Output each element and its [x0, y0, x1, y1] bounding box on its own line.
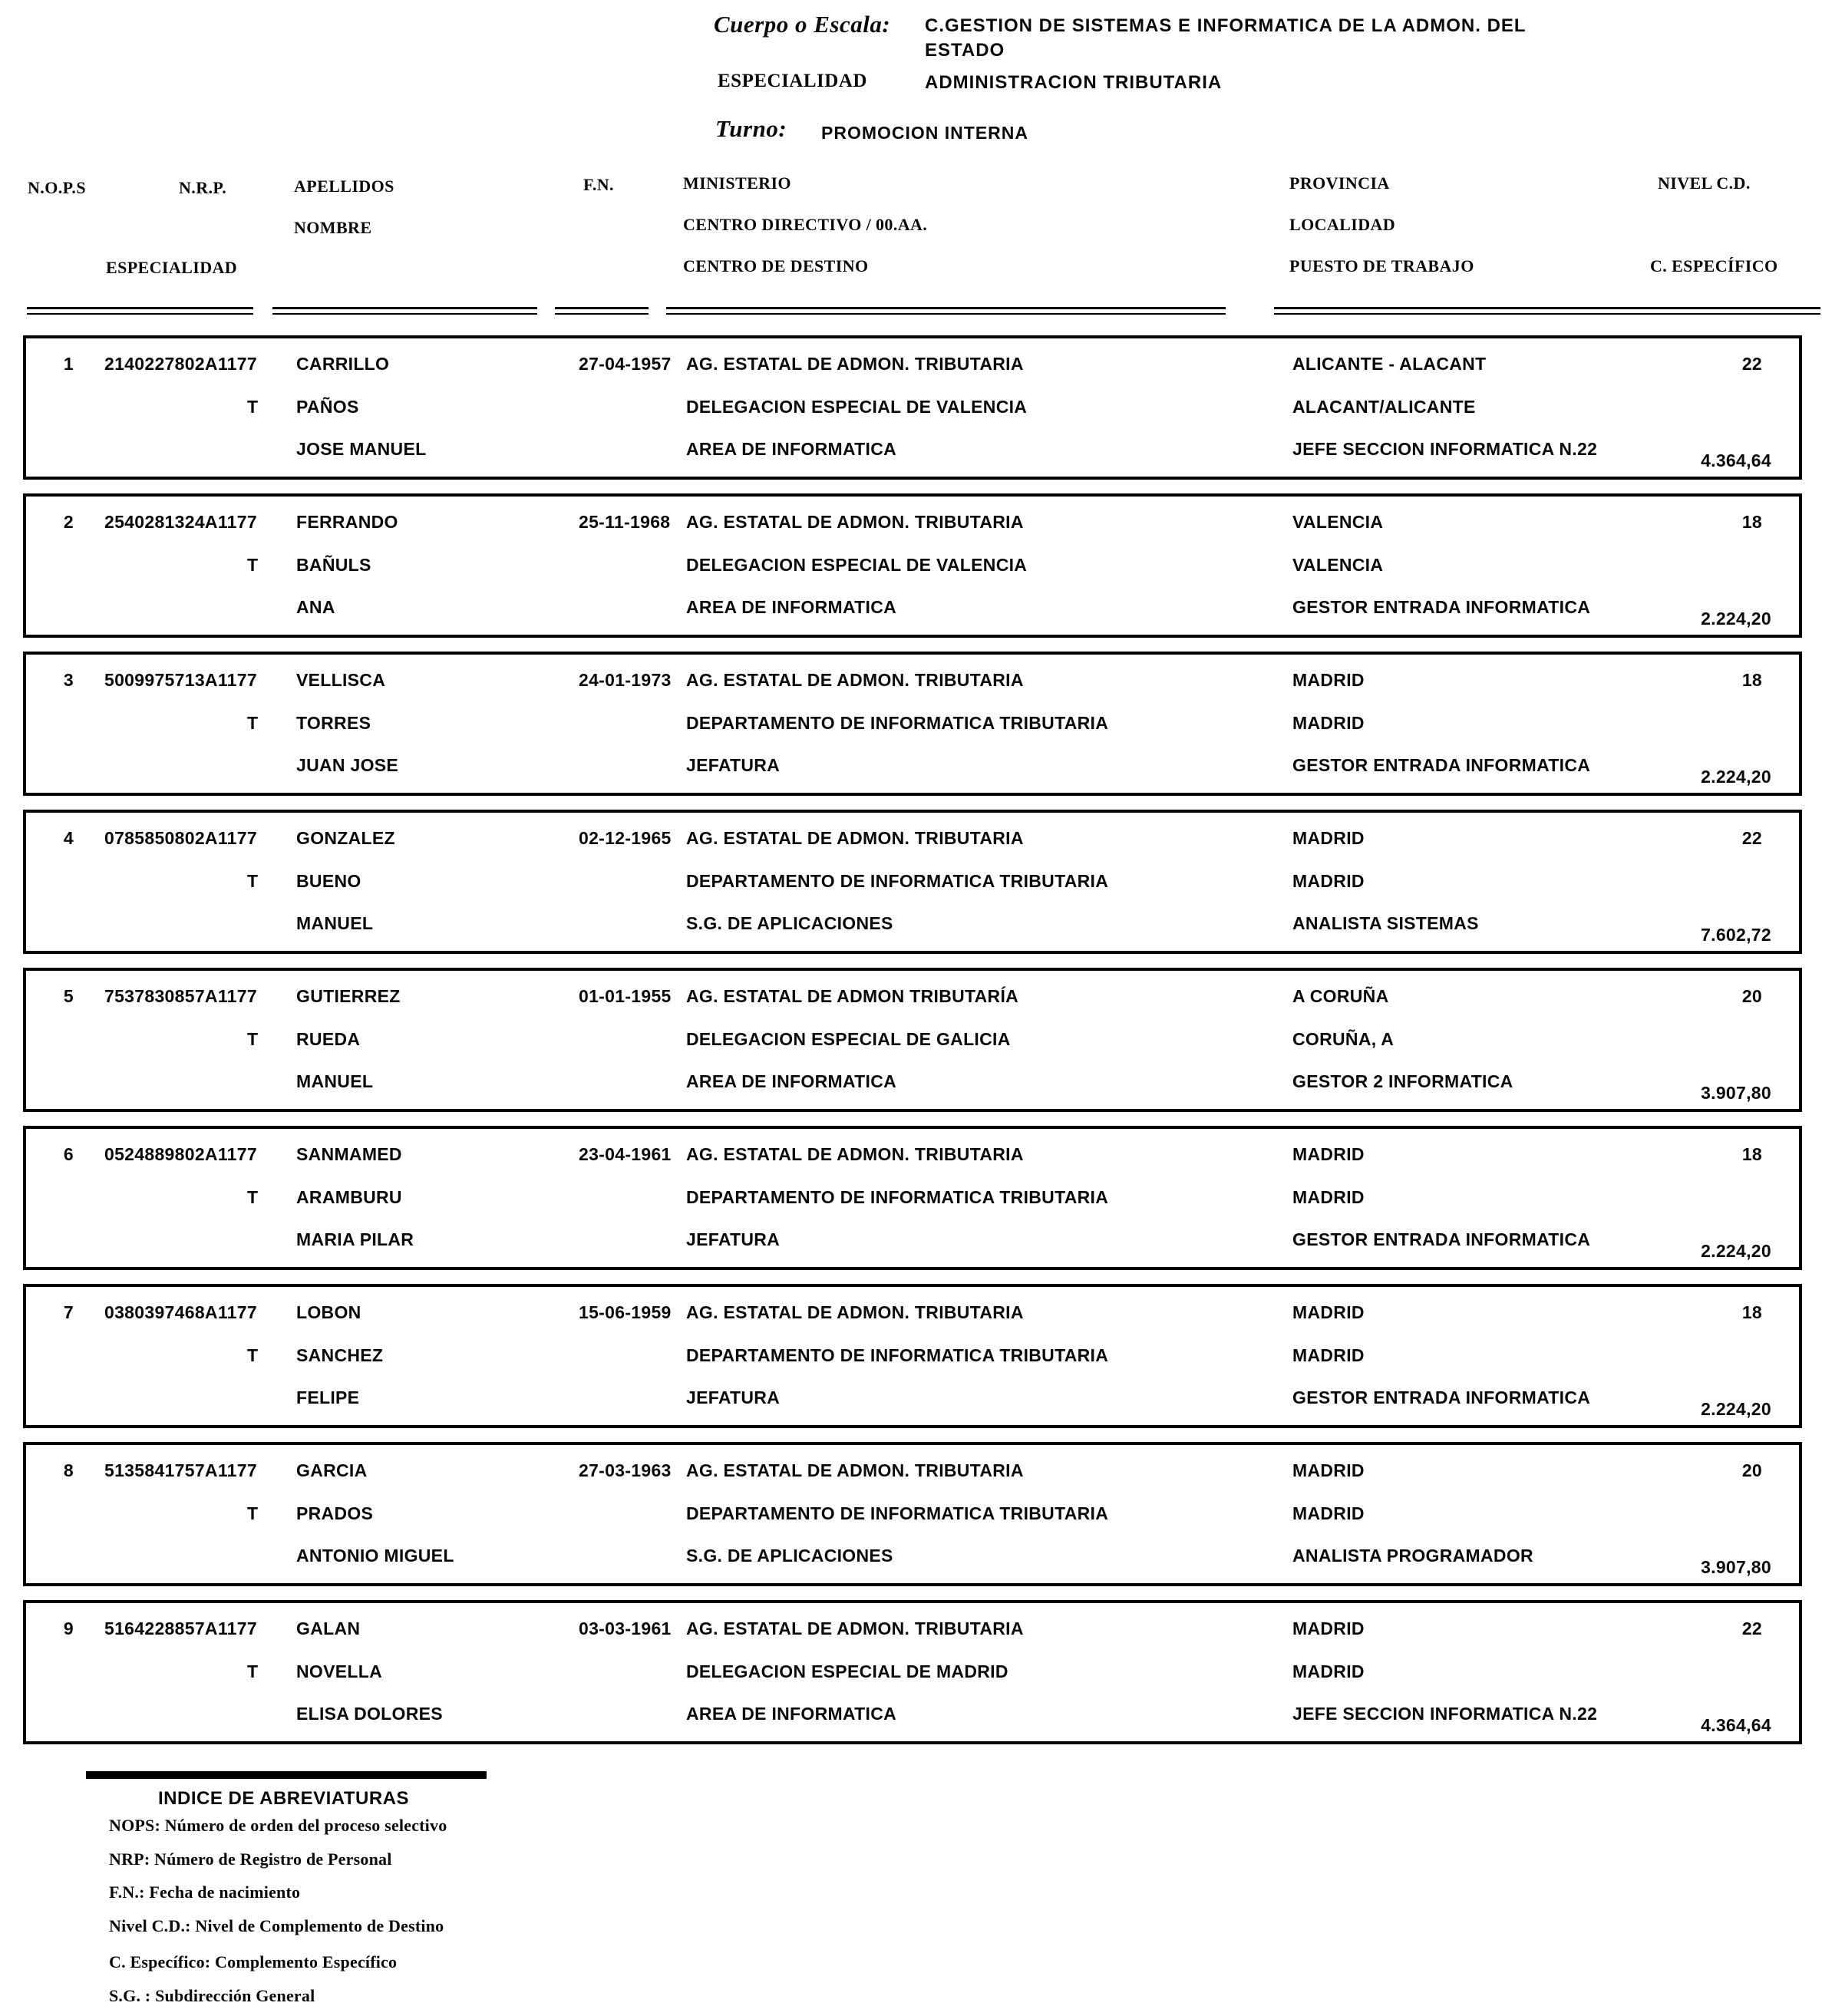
abbreviation-item: C. Específico: Complemento Específico [109, 1952, 398, 1971]
cell-nivel-cd: 22 [1741, 1618, 1762, 1638]
cell-puesto-trabajo: ANALISTA PROGRAMADOR [1292, 1546, 1533, 1566]
turno-label: Turno: [715, 115, 787, 142]
cell-centro-directivo: DEPARTAMENTO DE INFORMATICA TRIBUTARIA [686, 713, 1109, 733]
cell-apellido-2: RUEDA [296, 1029, 361, 1049]
abbreviation-item: S.G. : Subdirección General [109, 1986, 315, 2005]
cell-apellido-1: GUTIERREZ [296, 986, 401, 1006]
cell-ministerio: AG. ESTATAL DE ADMON. TRIBUTARIA [686, 1618, 1024, 1638]
cell-puesto-trabajo: ANALISTA SISTEMAS [1292, 913, 1479, 933]
cell-centro-destino: S.G. DE APLICACIONES [686, 913, 893, 933]
cell-puesto-trabajo: GESTOR ENTRADA INFORMATICA [1292, 597, 1591, 617]
col-nombre: NOMBRE [294, 218, 372, 237]
cell-apellido-1: GONZALEZ [296, 828, 395, 848]
cell-centro-directivo: DELEGACION ESPECIAL DE VALENCIA [686, 555, 1028, 575]
cell-nivel-cd: 20 [1741, 986, 1762, 1006]
header-rule [272, 307, 537, 315]
cell-apellido-2: TORRES [296, 713, 371, 733]
cell-localidad: MADRID [1292, 871, 1365, 891]
cell-localidad: MADRID [1292, 713, 1365, 733]
cell-ministerio: AG. ESTATAL DE ADMON. TRIBUTARIA [686, 828, 1024, 848]
cell-fecha-nacimiento: 03-03-1961 [579, 1618, 672, 1638]
cell-nrp: 7537830857A1177 [104, 986, 257, 1006]
header-rule [27, 307, 253, 315]
table-row [23, 1442, 1802, 1586]
cell-nrp: 0524889802A1177 [104, 1144, 257, 1164]
turno-value: PROMOCION INTERNA [821, 123, 1028, 143]
cell-apellido-1: SANMAMED [296, 1144, 402, 1164]
cell-complemento-especifico: 2.224,20 [1701, 1399, 1771, 1419]
cell-nivel-cd: 20 [1741, 1460, 1762, 1480]
abbreviation-index-title: INDICE DE ABREVIATURAS [158, 1788, 410, 1809]
cell-complemento-especifico: 2.224,20 [1701, 609, 1771, 629]
cell-nivel-cd: 18 [1741, 670, 1762, 690]
cell-localidad: VALENCIA [1292, 555, 1384, 575]
abbreviation-item: Nivel C.D.: Nivel de Complemento de Destino [109, 1916, 444, 1935]
col-ministerio: MINISTERIO [683, 173, 791, 193]
cell-fecha-nacimiento: 02-12-1965 [579, 828, 672, 848]
abbreviation-item: NOPS: Número de orden del proceso selectivo [109, 1816, 447, 1835]
cell-nrp: 2140227802A1177 [104, 354, 257, 374]
cell-nivel-cd: 18 [1741, 512, 1762, 532]
cell-provincia: MADRID [1292, 1618, 1365, 1638]
cell-nivel-cd: 22 [1741, 828, 1762, 848]
cell-especialidad: T [247, 713, 259, 733]
cell-nombre: ANTONIO MIGUEL [296, 1546, 454, 1566]
table-row [23, 1284, 1802, 1428]
table-row [23, 1126, 1802, 1270]
col-nops: N.O.P.S [28, 178, 86, 197]
abbreviation-item: F.N.: Fecha de nacimiento [109, 1882, 301, 1902]
cell-nivel-cd: 18 [1741, 1144, 1762, 1164]
cell-ministerio: AG. ESTATAL DE ADMON. TRIBUTARIA [686, 1144, 1024, 1164]
col-centro-directivo: CENTRO DIRECTIVO / 00.AA. [683, 215, 928, 234]
cell-localidad: CORUÑA, A [1292, 1029, 1395, 1049]
cell-localidad: MADRID [1292, 1345, 1365, 1365]
cell-centro-directivo: DELEGACION ESPECIAL DE GALICIA [686, 1029, 1011, 1049]
cuerpo-escala-value: C.GESTION DE SISTEMAS E INFORMATICA DE LA ADMON. DEL ESTADO [925, 15, 1527, 61]
cell-especialidad: T [247, 871, 259, 891]
cell-fecha-nacimiento: 24-01-1973 [579, 670, 672, 690]
cell-especialidad: T [247, 1345, 259, 1365]
header-rule [666, 307, 1226, 315]
cell-centro-destino: AREA DE INFORMATICA [686, 439, 897, 459]
cell-centro-destino: S.G. DE APLICACIONES [686, 1546, 893, 1566]
col-especifico: C. ESPECÍFICO [1650, 256, 1778, 276]
cell-provincia: ALICANTE - ALACANT [1292, 354, 1487, 374]
cell-nrp: 0380397468A1177 [104, 1302, 257, 1322]
cell-nrp: 5135841757A1177 [104, 1460, 257, 1480]
cell-ministerio: AG. ESTATAL DE ADMON. TRIBUTARIA [686, 670, 1024, 690]
col-localidad: LOCALIDAD [1289, 215, 1396, 234]
cell-fecha-nacimiento: 27-04-1957 [579, 354, 672, 374]
cell-centro-directivo: DELEGACION ESPECIAL DE MADRID [686, 1661, 1008, 1681]
cuerpo-escala-label: Cuerpo o Escala: [714, 11, 891, 38]
cell-apellido-2: ARAMBURU [296, 1187, 402, 1207]
cell-nops: 3 [63, 670, 74, 690]
cell-ministerio: AG. ESTATAL DE ADMON. TRIBUTARIA [686, 512, 1024, 532]
cell-provincia: MADRID [1292, 828, 1365, 848]
cell-nombre: ANA [296, 597, 335, 617]
cell-apellido-2: NOVELLA [296, 1661, 382, 1681]
cell-nombre: JUAN JOSE [296, 755, 399, 775]
cell-fecha-nacimiento: 27-03-1963 [579, 1460, 672, 1480]
cell-fecha-nacimiento: 01-01-1955 [579, 986, 672, 1006]
cell-fecha-nacimiento: 15-06-1959 [579, 1302, 672, 1322]
cell-complemento-especifico: 2.224,20 [1701, 767, 1771, 787]
cell-centro-directivo: DEPARTAMENTO DE INFORMATICA TRIBUTARIA [686, 871, 1109, 891]
cell-provincia: MADRID [1292, 1302, 1365, 1322]
cell-nombre: JOSE MANUEL [296, 439, 427, 459]
col-centro-destino: CENTRO DE DESTINO [683, 256, 869, 276]
cell-centro-directivo: DEPARTAMENTO DE INFORMATICA TRIBUTARIA [686, 1345, 1109, 1365]
cell-localidad: MADRID [1292, 1661, 1365, 1681]
cell-ministerio: AG. ESTATAL DE ADMON TRIBUTARÍA [686, 986, 1019, 1006]
col-apellidos: APELLIDOS [294, 177, 394, 196]
cell-nivel-cd: 22 [1741, 354, 1762, 374]
table-row [23, 652, 1802, 796]
cell-provincia: VALENCIA [1292, 512, 1384, 532]
cell-localidad: ALACANT/ALICANTE [1292, 397, 1476, 417]
cell-nops: 6 [63, 1144, 74, 1164]
cell-nombre: ELISA DOLORES [296, 1704, 443, 1724]
cell-nrp: 2540281324A1177 [104, 512, 257, 532]
cell-complemento-especifico: 7.602,72 [1701, 925, 1771, 945]
abbreviation-item: NRP: Número de Registro de Personal [109, 1849, 392, 1869]
cell-nombre: MANUEL [296, 913, 374, 933]
cell-ministerio: AG. ESTATAL DE ADMON. TRIBUTARIA [686, 1460, 1024, 1480]
cell-puesto-trabajo: JEFE SECCION INFORMATICA N.22 [1292, 1704, 1598, 1724]
cell-nombre: FELIPE [296, 1387, 360, 1407]
col-fn: F.N. [583, 175, 614, 194]
cell-complemento-especifico: 4.364,64 [1701, 450, 1771, 470]
cell-ministerio: AG. ESTATAL DE ADMON. TRIBUTARIA [686, 354, 1024, 374]
cell-centro-directivo: DEPARTAMENTO DE INFORMATICA TRIBUTARIA [686, 1187, 1109, 1207]
cell-localidad: MADRID [1292, 1187, 1365, 1207]
table-row [23, 493, 1802, 638]
cell-nops: 7 [63, 1302, 74, 1322]
table-row [23, 1600, 1802, 1744]
cell-puesto-trabajo: GESTOR ENTRADA INFORMATICA [1292, 1229, 1591, 1249]
cell-centro-destino: AREA DE INFORMATICA [686, 1704, 897, 1724]
cell-apellido-2: PRADOS [296, 1503, 374, 1523]
cell-apellido-1: GARCIA [296, 1460, 368, 1480]
cell-complemento-especifico: 2.224,20 [1701, 1241, 1771, 1261]
cell-provincia: MADRID [1292, 1460, 1365, 1480]
cell-centro-destino: AREA DE INFORMATICA [686, 597, 897, 617]
cell-centro-destino: JEFATURA [686, 1387, 781, 1407]
table-row [23, 335, 1802, 480]
cell-provincia: A CORUÑA [1292, 986, 1389, 1006]
cell-centro-destino: JEFATURA [686, 1229, 781, 1249]
cell-centro-destino: JEFATURA [686, 755, 781, 775]
cell-puesto-trabajo: GESTOR 2 INFORMATICA [1292, 1071, 1513, 1091]
cell-nivel-cd: 18 [1741, 1302, 1762, 1322]
cell-nombre: MARIA PILAR [296, 1229, 414, 1249]
cell-centro-destino: AREA DE INFORMATICA [686, 1071, 897, 1091]
cell-puesto-trabajo: GESTOR ENTRADA INFORMATICA [1292, 755, 1591, 775]
especialidad-value: ADMINISTRACION TRIBUTARIA [925, 72, 1223, 93]
col-especialidad: ESPECIALIDAD [106, 258, 238, 277]
cell-centro-directivo: DELEGACION ESPECIAL DE VALENCIA [686, 397, 1028, 417]
cell-apellido-1: GALAN [296, 1618, 361, 1638]
table-row [23, 810, 1802, 954]
cell-complemento-especifico: 4.364,64 [1701, 1715, 1771, 1735]
cell-complemento-especifico: 3.907,80 [1701, 1557, 1771, 1577]
cell-nops: 1 [63, 354, 74, 374]
cell-nops: 4 [63, 828, 74, 848]
cell-apellido-2: PAÑOS [296, 397, 359, 417]
cell-especialidad: T [247, 1661, 259, 1681]
cell-nrp: 5009975713A1177 [104, 670, 257, 690]
cell-especialidad: T [247, 1187, 259, 1207]
cell-apellido-1: FERRANDO [296, 512, 398, 532]
cell-apellido-1: CARRILLO [296, 354, 390, 374]
cell-nombre: MANUEL [296, 1071, 374, 1091]
cell-apellido-1: VELLISCA [296, 670, 386, 690]
cell-nrp: 5164228857A1177 [104, 1618, 257, 1638]
cell-nops: 2 [63, 512, 74, 532]
col-nrp: N.R.P. [179, 178, 227, 197]
cell-centro-directivo: DEPARTAMENTO DE INFORMATICA TRIBUTARIA [686, 1503, 1109, 1523]
cell-nops: 5 [63, 986, 74, 1006]
table-row [23, 968, 1802, 1112]
cell-fecha-nacimiento: 23-04-1961 [579, 1144, 672, 1164]
cell-fecha-nacimiento: 25-11-1968 [579, 512, 671, 532]
cell-especialidad: T [247, 397, 259, 417]
col-puesto: PUESTO DE TRABAJO [1289, 256, 1474, 276]
cell-complemento-especifico: 3.907,80 [1701, 1083, 1771, 1103]
cell-ministerio: AG. ESTATAL DE ADMON. TRIBUTARIA [686, 1302, 1024, 1322]
cell-nops: 8 [63, 1460, 74, 1480]
cell-puesto-trabajo: JEFE SECCION INFORMATICA N.22 [1292, 439, 1598, 459]
footer-divider-bar [86, 1771, 487, 1779]
cell-nops: 9 [63, 1618, 74, 1638]
cell-localidad: MADRID [1292, 1503, 1365, 1523]
especialidad-label: ESPECIALIDAD [718, 71, 867, 91]
cell-nrp: 0785850802A1177 [104, 828, 257, 848]
col-provincia: PROVINCIA [1289, 173, 1390, 193]
cell-especialidad: T [247, 1029, 259, 1049]
cell-especialidad: T [247, 1503, 259, 1523]
cell-apellido-1: LOBON [296, 1302, 361, 1322]
cell-especialidad: T [247, 555, 259, 575]
cell-apellido-2: SANCHEZ [296, 1345, 384, 1365]
cell-apellido-2: BUENO [296, 871, 361, 891]
cell-provincia: MADRID [1292, 670, 1365, 690]
cell-provincia: MADRID [1292, 1144, 1365, 1164]
header-rule [555, 307, 649, 315]
header-rule [1274, 307, 1820, 315]
cell-puesto-trabajo: GESTOR ENTRADA INFORMATICA [1292, 1387, 1591, 1407]
cell-apellido-2: BAÑULS [296, 555, 371, 575]
col-nivel: NIVEL C.D. [1658, 173, 1751, 193]
